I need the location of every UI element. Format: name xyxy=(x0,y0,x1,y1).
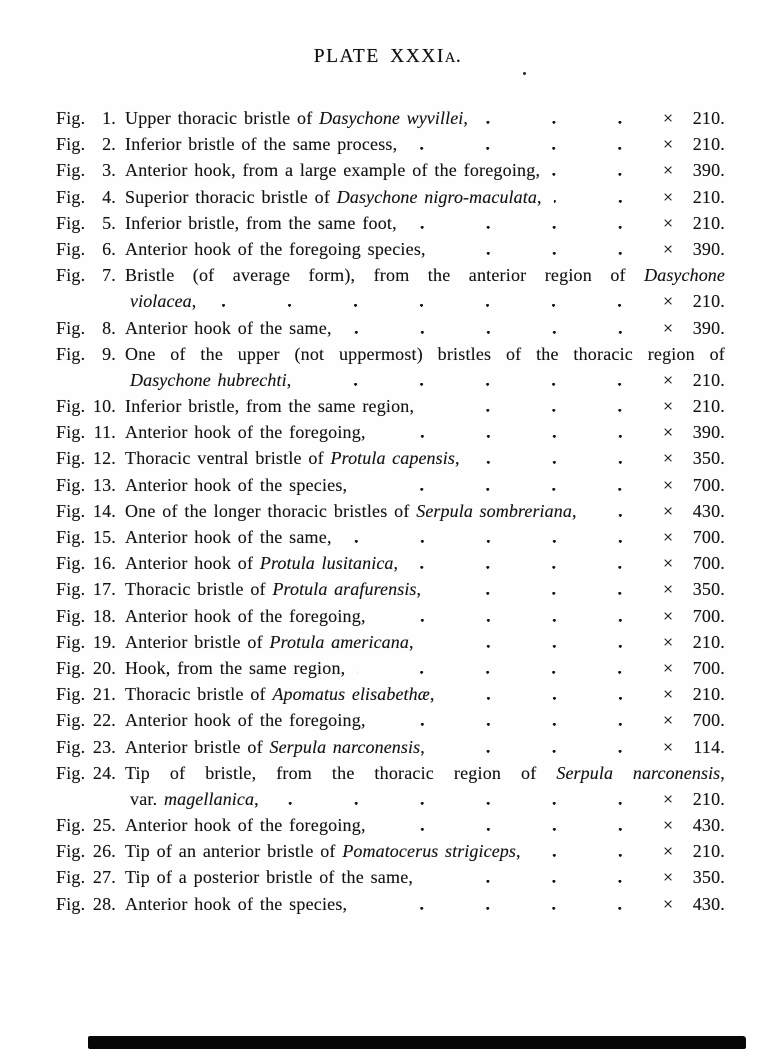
fig-description: One of the longer thoracic bristles of Serpula sombreriana, xyxy=(125,500,577,521)
magnification-value: 210. xyxy=(692,841,725,862)
fig-number: 18. xyxy=(92,605,116,626)
fig-description: Hook, from the same region, xyxy=(125,657,346,678)
magnification-value: 430. xyxy=(692,893,725,914)
fig-description: Inferior bristle, from the same region, xyxy=(125,396,415,417)
magnification-value: 430. xyxy=(692,815,725,836)
multiply-symbol: × xyxy=(663,710,674,731)
figure-entry-line xyxy=(56,472,725,498)
multiply-symbol: × xyxy=(663,474,674,495)
fig-label: Fig. xyxy=(56,657,86,678)
dot-leader xyxy=(359,472,663,498)
fig-label: Fig. xyxy=(56,212,86,233)
multiply-symbol: × xyxy=(663,788,674,809)
dot-leader xyxy=(378,707,663,733)
fig-description: Superior thoracic bristle of Dasychone nigro-maculata, xyxy=(125,186,542,207)
magnification xyxy=(663,681,725,707)
magnification xyxy=(663,419,725,445)
figure-entry-line xyxy=(56,655,725,681)
multiply-symbol: × xyxy=(663,527,674,547)
magnification-value: 350. xyxy=(692,579,725,600)
fig-label: Fig. xyxy=(56,605,86,626)
figure-entry-line xyxy=(56,786,725,812)
species-name: Dasychone xyxy=(644,265,725,286)
fig-description: Anterior hook of the species, xyxy=(125,893,348,914)
multiply-symbol: × xyxy=(663,815,674,836)
fig-label: Fig. xyxy=(56,108,86,128)
species-name: Serpula narconensis xyxy=(556,762,721,783)
figure-entry-line xyxy=(56,288,725,314)
magnification xyxy=(663,734,725,760)
figure-entry-line xyxy=(56,393,725,419)
scan-artifact-bar xyxy=(88,1036,746,1049)
multiply-symbol: × xyxy=(663,684,674,705)
dot-leader xyxy=(409,131,663,157)
fig-number: 4. xyxy=(102,186,116,207)
fig-number: 17. xyxy=(92,579,116,600)
multiply-symbol: × xyxy=(663,317,674,338)
fig-label: Fig. xyxy=(56,736,86,757)
magnification xyxy=(663,210,725,236)
magnification xyxy=(663,550,725,576)
fig-label: Fig. xyxy=(56,867,86,888)
magnification xyxy=(663,393,725,419)
magnification-value: 700. xyxy=(692,710,725,731)
magnification-value: 210. xyxy=(692,684,725,705)
magnification xyxy=(663,315,725,341)
dot-leader xyxy=(271,786,663,812)
multiply-symbol: × xyxy=(663,736,674,757)
species-name: violacea xyxy=(130,291,192,312)
figure-entry-line xyxy=(56,891,725,917)
dot-leader xyxy=(438,236,663,262)
multiply-symbol: × xyxy=(663,605,674,626)
dot-leader xyxy=(552,157,663,183)
dot-leader xyxy=(425,864,663,890)
fig-label: Fig. xyxy=(56,134,86,155)
fig-label: Fig. xyxy=(56,815,86,836)
figure-entry-line xyxy=(56,550,725,576)
species-name: Protula americana xyxy=(269,631,409,652)
magnification xyxy=(663,288,725,314)
dot-leader xyxy=(344,315,663,341)
fig-number: 24. xyxy=(92,762,116,783)
fig-description: Inferior bristle, from the same foot, xyxy=(125,212,397,233)
fig-label: Fig. xyxy=(56,762,86,783)
figure-entry-line xyxy=(56,838,725,864)
figure-entry-line xyxy=(56,760,725,786)
magnification-value: 210. xyxy=(692,369,725,390)
multiply-symbol: × xyxy=(663,369,674,390)
species-name: magellanica xyxy=(164,788,255,809)
fig-description: Anterior hook of the foregoing species, xyxy=(125,238,426,259)
fig-number: 19. xyxy=(92,631,116,652)
figure-entry-line xyxy=(56,210,725,236)
plate-title-smallcap: A xyxy=(444,50,456,66)
figure-entry-line xyxy=(56,157,725,183)
fig-description: Anterior hook of the same, xyxy=(125,317,332,338)
figure-entry-line xyxy=(56,131,725,157)
fig-description: Anterior hook, from a large example of the foregoing, xyxy=(125,160,541,181)
fig-label: Fig. xyxy=(56,553,86,574)
magnification-value: 350. xyxy=(692,867,725,888)
dot-leader xyxy=(378,812,663,838)
multiply-symbol: × xyxy=(663,212,674,233)
fig-number: 12. xyxy=(92,448,116,469)
magnification xyxy=(663,629,725,655)
plate-title-period: . xyxy=(455,46,463,67)
multiply-symbol: × xyxy=(663,396,674,417)
magnification xyxy=(663,838,725,864)
fig-description: Tip of a posterior bristle of the same, xyxy=(125,867,414,888)
magnification xyxy=(663,131,725,157)
fig-description: Inferior bristle of the same process, xyxy=(125,134,398,155)
dot-leader xyxy=(359,891,663,917)
magnification-value: 390. xyxy=(692,317,725,338)
magnification-value: 210. xyxy=(692,186,725,207)
magnification-value: 700. xyxy=(692,657,725,678)
magnification-value: 700. xyxy=(692,553,725,574)
dot-leader xyxy=(437,734,663,760)
magnification xyxy=(663,367,725,393)
dot-leader xyxy=(433,576,663,602)
fig-number: 25. xyxy=(92,815,116,836)
fig-number: 10. xyxy=(92,396,116,417)
magnification xyxy=(663,576,725,602)
dot-leader xyxy=(378,419,663,445)
fig-label: Fig. xyxy=(56,474,86,495)
magnification xyxy=(663,184,725,210)
multiply-symbol: × xyxy=(663,108,674,128)
fig-description: Tip of bristle, from the thoracic region of Serpula narconensis, xyxy=(125,762,725,783)
fig-number: 22. xyxy=(92,710,116,731)
fig-label: Fig. xyxy=(56,500,86,521)
figure-entry-line xyxy=(56,812,725,838)
ink-speck xyxy=(523,72,526,75)
species-name: Protula arafurensis xyxy=(272,579,417,600)
dot-leader xyxy=(409,210,663,236)
dot-leader xyxy=(378,603,663,629)
dot-leader xyxy=(344,524,663,550)
dot-leader xyxy=(447,681,663,707)
fig-label: Fig. xyxy=(56,160,86,181)
figure-entry-line xyxy=(56,707,725,733)
fig-description: Anterior hook of the foregoing, xyxy=(125,815,366,836)
species-name: Protula capensis xyxy=(330,448,455,469)
fig-number: 2. xyxy=(102,134,116,155)
magnification xyxy=(663,707,725,733)
fig-description: Anterior hook of the species, xyxy=(125,474,348,495)
fig-description: Anterior hook of the same, xyxy=(125,527,332,547)
fig-description: Anterior hook of the foregoing, xyxy=(125,605,366,626)
magnification xyxy=(663,655,725,681)
fig-description: Tip of an anterior bristle of Pomatocerus strigiceps, xyxy=(125,841,521,862)
fig-label: Fig. xyxy=(56,631,86,652)
fig-number: 7. xyxy=(102,265,116,286)
fig-description: Thoracic ventral bristle of Protula capensis, xyxy=(125,448,460,469)
fig-number: 6. xyxy=(102,238,116,259)
magnification xyxy=(663,812,725,838)
magnification-value: 210. xyxy=(692,631,725,652)
figure-entry-line xyxy=(56,184,725,210)
fig-label: Fig. xyxy=(56,710,86,731)
species-name: Pomatocerus strigiceps xyxy=(342,841,516,862)
fig-label: Fig. xyxy=(56,448,86,469)
species-name: Serpula sombreriana xyxy=(416,500,572,521)
fig-label: Fig. xyxy=(56,527,86,547)
figure-entry-line xyxy=(56,367,725,393)
multiply-symbol: × xyxy=(663,134,674,155)
magnification xyxy=(663,524,725,550)
magnification-value: 700. xyxy=(692,527,725,547)
fig-label: Fig. xyxy=(56,579,86,600)
magnification xyxy=(663,891,725,917)
page-title xyxy=(0,0,776,68)
fig-number: 20. xyxy=(92,657,116,678)
magnification xyxy=(663,472,725,498)
magnification xyxy=(663,105,725,131)
fig-label: Fig. xyxy=(56,684,86,705)
fig-number: 23. xyxy=(92,736,116,757)
plate-title-main: PLATE XXXI xyxy=(313,46,445,67)
multiply-symbol: × xyxy=(663,631,674,652)
magnification-value: 390. xyxy=(692,422,725,443)
fig-number: 15. xyxy=(92,527,116,547)
fig-number: 21. xyxy=(92,684,116,705)
figure-entry-line xyxy=(56,419,725,445)
figure-entry-line xyxy=(56,576,725,602)
magnification-value: 210. xyxy=(692,134,725,155)
fig-number: 27. xyxy=(92,867,116,888)
fig-description: Anterior hook of the foregoing, xyxy=(125,422,366,443)
magnification xyxy=(663,786,725,812)
fig-label: Fig. xyxy=(56,343,86,364)
fig-description: Anterior bristle of Protula americana, xyxy=(125,631,414,652)
fig-label: Fig. xyxy=(56,893,86,914)
multiply-symbol: × xyxy=(663,579,674,600)
dot-leader xyxy=(303,367,663,393)
magnification-value: 210. xyxy=(692,291,725,312)
dot-leader xyxy=(533,838,663,864)
multiply-symbol: × xyxy=(663,553,674,574)
dot-leader xyxy=(357,655,663,681)
fig-label: Fig. xyxy=(56,422,86,443)
species-name: Dasychone nigro-maculata xyxy=(336,186,537,207)
fig-description: Thoracic bristle of Apomatus elisabethæ, xyxy=(125,684,435,705)
fig-number: 8. xyxy=(102,317,116,338)
fig-description: Bristle (of average form), from the anterior region of Dasychone xyxy=(125,265,725,286)
magnification xyxy=(663,445,725,471)
dot-leader xyxy=(410,550,663,576)
magnification-value: 350. xyxy=(692,448,725,469)
figure-entry-line xyxy=(56,498,725,524)
multiply-symbol: × xyxy=(663,841,674,862)
figure-entry-line xyxy=(56,236,725,262)
dot-leader xyxy=(208,288,663,314)
figure-entry-line xyxy=(56,734,725,760)
fig-number: 26. xyxy=(92,841,116,862)
fig-label: Fig. xyxy=(56,238,86,259)
fig-number: 13. xyxy=(92,474,116,495)
fig-description: Anterior hook of Protula lusitanica, xyxy=(125,553,399,574)
fig-label: Fig. xyxy=(56,186,86,207)
fig-number: 16. xyxy=(92,553,116,574)
fig-description: Upper thoracic bristle of Dasychone wyvillei, xyxy=(125,108,469,128)
species-name: Dasychone wyvillei xyxy=(319,108,464,128)
fig-description: Anterior hook of the foregoing, xyxy=(125,710,366,731)
magnification-value: 390. xyxy=(692,160,725,181)
species-name: Dasychone hubrechti xyxy=(130,369,287,390)
fig-number: 3. xyxy=(102,160,116,181)
magnification xyxy=(663,236,725,262)
fig-description: Dasychone hubrechti, xyxy=(130,369,292,390)
multiply-symbol: × xyxy=(663,238,674,259)
species-name: Protula lusitanica xyxy=(259,553,394,574)
multiply-symbol: × xyxy=(663,893,674,914)
magnification-value: 700. xyxy=(692,474,725,495)
fig-label: Fig. xyxy=(56,265,86,286)
figure-list xyxy=(0,105,776,917)
dot-leader xyxy=(554,184,663,210)
magnification xyxy=(663,864,725,890)
magnification-value: 114. xyxy=(693,736,725,757)
magnification-value: 210. xyxy=(692,396,725,417)
dot-leader xyxy=(480,105,663,131)
fig-number: 5. xyxy=(102,212,116,233)
magnification-value: 430. xyxy=(692,500,725,521)
multiply-symbol: × xyxy=(663,500,674,521)
fig-label: Fig. xyxy=(56,317,86,338)
figure-entry-line xyxy=(56,603,725,629)
magnification-value: 210. xyxy=(692,108,725,128)
magnification xyxy=(663,498,725,524)
figure-entry-line xyxy=(56,341,725,367)
multiply-symbol: × xyxy=(663,867,674,888)
figure-entry-line xyxy=(56,445,725,471)
fig-description: Thoracic bristle of Protula arafurensis, xyxy=(125,579,422,600)
fig-description: One of the upper (not uppermost) bristles of the thoracic region of xyxy=(125,343,725,364)
fig-description: Anterior bristle of Serpula narconensis, xyxy=(125,736,425,757)
dot-leader xyxy=(426,393,663,419)
figure-entry-line xyxy=(56,524,725,550)
fig-number: 28. xyxy=(92,893,116,914)
multiply-symbol: × xyxy=(663,291,674,312)
magnification-value: 210. xyxy=(692,788,725,809)
magnification-value: 210. xyxy=(692,212,725,233)
dot-leader xyxy=(426,629,663,655)
magnification xyxy=(663,603,725,629)
magnification-value: 390. xyxy=(692,238,725,259)
fig-number: 1. xyxy=(102,108,116,128)
fig-label: Fig. xyxy=(56,396,86,417)
fig-number: 11. xyxy=(93,422,116,443)
species-name: Apomatus elisabethæ xyxy=(272,684,430,705)
dot-leader xyxy=(589,498,663,524)
fig-description: var. magellanica, xyxy=(130,788,259,809)
multiply-symbol: × xyxy=(663,186,674,207)
species-name: Serpula narconensis xyxy=(269,736,421,757)
figure-entry-line xyxy=(56,629,725,655)
fig-description: violacea, xyxy=(130,291,197,312)
figure-entry-line xyxy=(56,262,725,288)
multiply-symbol: × xyxy=(663,422,674,443)
figure-entry-line xyxy=(56,315,725,341)
fig-number: 9. xyxy=(102,343,116,364)
figure-entry-line xyxy=(56,681,725,707)
magnification xyxy=(663,157,725,183)
fig-label: Fig. xyxy=(56,841,86,862)
multiply-symbol: × xyxy=(663,160,674,181)
figure-entry-line xyxy=(56,105,725,131)
multiply-symbol: × xyxy=(663,448,674,469)
fig-number: 14. xyxy=(92,500,116,521)
figure-entry-line xyxy=(56,864,725,890)
multiply-symbol: × xyxy=(663,657,674,678)
magnification-value: 700. xyxy=(692,605,725,626)
dot-leader xyxy=(472,445,663,471)
